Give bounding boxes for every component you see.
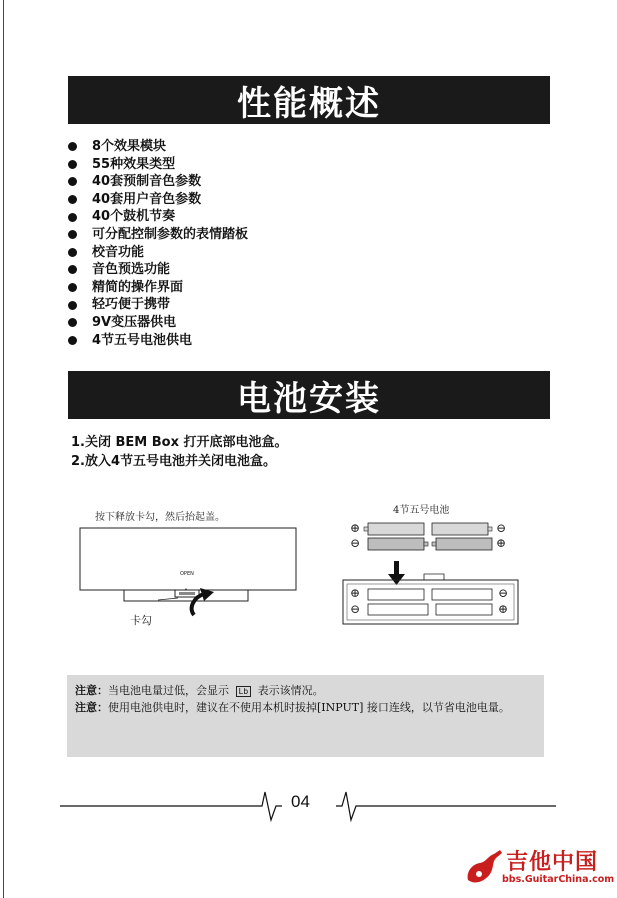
feature-text: 40套用户音色参数 (92, 191, 202, 207)
note-line-2 (75, 699, 536, 716)
logo-url: bbs.GuitarChina.com (502, 874, 615, 885)
battery-slot-3 (368, 604, 428, 615)
guitar-logo-icon (462, 846, 506, 890)
note-line-1 (75, 682, 536, 699)
battery-top-3 (368, 538, 424, 550)
minus-icon: ⊖ (350, 602, 361, 616)
insert-arrow-shaft (394, 561, 399, 575)
battery-slot-4 (436, 604, 492, 615)
feature-text: 9V变压器供电 (92, 314, 177, 330)
minus-icon: ⊖ (498, 586, 509, 600)
note-text-2: 使用电池供电时，建议在不使用本机时拔掉[INPUT] 接口连线，以节省电池电量。 (108, 701, 510, 714)
step-1: 1.关闭 BEM Box 打开底部电池盒。 (71, 435, 288, 450)
step-2: 2.放入4节五号电池并关闭电池盒。 (71, 454, 277, 469)
feature-text: 可分配控制参数的表情踏板 (92, 226, 249, 242)
hook-label: 卡勾 (130, 614, 152, 627)
battery-top-4 (436, 538, 492, 550)
open-label: OPEN (180, 571, 194, 577)
feature-text: 校音功能 (92, 244, 145, 260)
note-text-1a: 当电池电量过低，会显示 (108, 684, 229, 697)
note-label: 注意： (75, 701, 108, 714)
feature-text: 8个效果模块 (92, 139, 167, 154)
right-caption: 4节五号电池 (393, 505, 450, 516)
feature-text: 40套预制音色参数 (92, 174, 202, 190)
overview-heading: 性能概述 (68, 76, 550, 124)
minus-icon: ⊖ (350, 536, 361, 550)
battery-top-4-terminal (432, 542, 436, 546)
plus-icon: ⊕ (350, 586, 361, 600)
battery-compartment (343, 580, 518, 624)
page-number: 04 (291, 792, 310, 811)
battery-top-1 (368, 523, 424, 535)
battery-top-2 (432, 523, 488, 535)
hook-slot (179, 592, 195, 595)
plus-icon: ⊕ (496, 536, 507, 550)
footer-line-left (60, 792, 282, 820)
battery-slot-2 (432, 589, 492, 600)
battery-slot-1 (368, 589, 424, 600)
plus-icon: ⊕ (498, 602, 509, 616)
battery-top-3-terminal (424, 542, 428, 546)
battery-top-1-terminal (364, 527, 368, 531)
site-logo (462, 845, 615, 890)
hook-leader-line (158, 598, 178, 600)
battery-heading: 电池安装 (68, 371, 550, 419)
note-text-1b: 表示该情况。 (257, 684, 324, 697)
low-battery-icon: Lb (236, 686, 252, 697)
device-body (80, 528, 296, 590)
feature-text: 音色预选功能 (92, 262, 171, 278)
feature-text: 4节五号电池供电 (92, 332, 193, 348)
feature-text: 精简的操作界面 (92, 279, 184, 295)
plus-icon: ⊕ (350, 521, 361, 535)
logo-chinese: 吉他中国 (506, 850, 599, 875)
compartment-latch (424, 574, 444, 580)
battery-top-2-terminal (488, 527, 492, 531)
note-box (67, 675, 544, 757)
feature-text: 55种效果类型 (92, 156, 176, 172)
note-label: 注意： (75, 684, 108, 697)
feature-text: 40个鼓机节奏 (92, 209, 176, 225)
footer-line-right (336, 792, 556, 820)
minus-icon: ⊖ (496, 521, 507, 535)
left-caption: 按下释放卡勾，然后抬起盖。 (95, 512, 225, 523)
feature-text: 轻巧便于携带 (92, 297, 171, 313)
